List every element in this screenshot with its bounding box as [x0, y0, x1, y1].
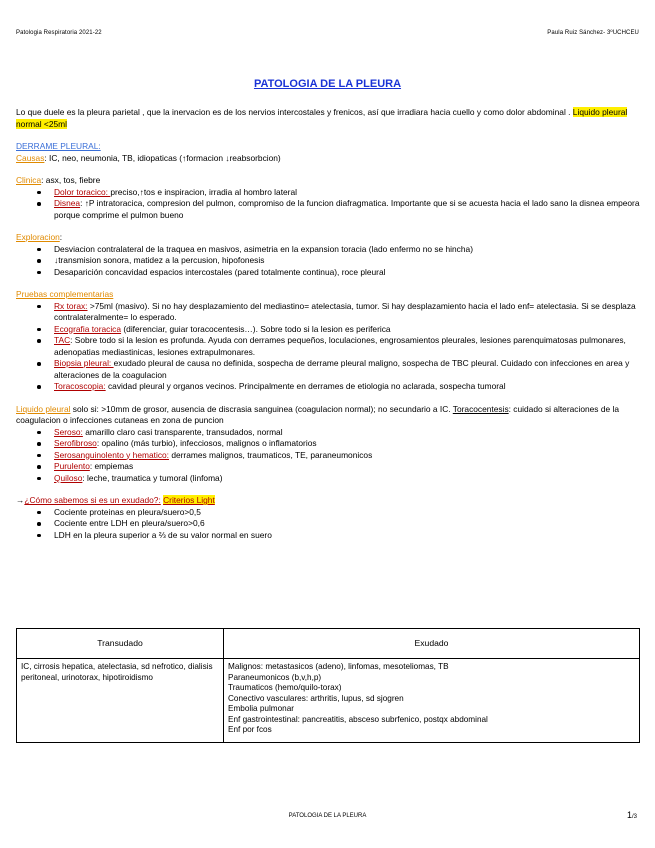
- derrame-heading: DERRAME PLEURAL:: [16, 141, 101, 151]
- causas-line: [16, 153, 642, 165]
- clinica-list: [16, 187, 642, 222]
- list-item: Cociente entre LDH en pleura/suero>0,6: [16, 518, 642, 530]
- pruebas-heading: Pruebas complementarias: [16, 289, 114, 299]
- prueba-term: Rx torax:: [54, 300, 88, 311]
- list-item: Desaparición concavidad espacios intercostales (pared totalmente continua), roce pleural: [16, 267, 642, 279]
- exudado-line: Conectivo vasculares: arthritis, lupus, sd sjogren: [228, 693, 404, 703]
- liquido-text-2: : cuidado si alteraciones de la coagulacion o infecciones cutaneas en zona de puncion: [16, 403, 619, 425]
- exploracion-colon: :: [59, 232, 63, 242]
- list-item: LDH en la pleura superior a ⅔ de su valor normal en suero: [16, 530, 642, 542]
- exudado-line: Traumaticos (hemo/quilo-torax): [228, 683, 342, 692]
- clinica-desc: : ↑P intratoracica, compresion del pulmon, compromiso de la funcion diafragmatica. Importante que si se acuesta hacia el lado sano la disnea empeora porque comprime el pulmon bueno: [54, 198, 640, 220]
- list-item: [16, 301, 642, 324]
- header-author: Paula Ruiz Sánchez- 3ºUCHCEU: [547, 30, 639, 36]
- cell-exudado: [224, 659, 640, 743]
- page-number: [627, 810, 637, 820]
- intro-highlight: Liquido pleural normal <25ml: [16, 107, 628, 129]
- list-item: [16, 473, 642, 485]
- exploracion-list: [16, 244, 642, 279]
- prueba-desc: (diferenciar, guiar toracocentesis…). Sobre todo si la lesion es periferica: [121, 323, 391, 334]
- criterios-list: [16, 507, 642, 542]
- footer-title: PATOLOGIA DE LA PLEURA: [288, 813, 367, 819]
- liquido-term: Serofibroso: [54, 438, 97, 448]
- clinica-term: Disnea: [54, 198, 81, 208]
- clinica-text: : asx, tos, fiebre: [41, 175, 101, 185]
- exudado-line: Enf por fcos: [228, 725, 272, 734]
- prueba-desc: exudado pleural de causa no definida, sospecha de derrame pleural maligno, sospecha de TBC pleural. Cuidado con infecciones en area y alteraciones de la coagulacion: [54, 358, 630, 380]
- liquido-term: Purulento: [54, 461, 90, 471]
- header-transudado: Transudado: [17, 629, 224, 659]
- table-header-row: [17, 629, 640, 659]
- list-item: [16, 198, 642, 221]
- list-item: ↓transmision sonora, matidez a la percusion, hipofonesis: [16, 255, 642, 267]
- list-item: [16, 450, 642, 462]
- table-row: [17, 659, 640, 743]
- liquido-desc: : opalino (más turbio), infecciosos, malignos o inflamatorios: [96, 438, 317, 448]
- list-item: [16, 358, 642, 381]
- liquido-term: Quiloso: [54, 472, 83, 483]
- causas-text: : IC, neo, neumonia, TB, idiopaticas (↑formacion ↓reabsorbcion): [44, 152, 281, 163]
- clinica-term: Dolor toracico:: [54, 186, 111, 197]
- liquido-term: Seroso:: [54, 426, 83, 437]
- page-title: PATOLOGIA DE LA PLEURA: [253, 78, 402, 90]
- arrow-icon: →: [16, 495, 25, 505]
- liquido-list: [16, 427, 642, 485]
- list-item: [16, 427, 642, 439]
- clinica-line: [16, 175, 642, 187]
- intro-paragraph: [16, 107, 642, 130]
- clinica-label: Clinica: [16, 175, 42, 185]
- header-course: Patologia Respiratoria 2021-22: [16, 30, 102, 36]
- list-item: [16, 461, 642, 473]
- exudado-question: ¿Cómo sabemos si es un exudado?:: [24, 495, 161, 505]
- exploracion-line: [16, 232, 642, 244]
- list-item: [16, 335, 642, 358]
- page-total: /3: [631, 814, 637, 820]
- clinica-desc: preciso,↑tos e inspiracion, irradia al hombro lateral: [110, 186, 297, 197]
- prueba-term: TAC: [54, 335, 71, 345]
- exudado-line: Paraneumonicos (b,v,h,p): [228, 672, 322, 682]
- prueba-desc: >75ml (masivo). Si no hay desplazamiento del mediastino= atelectasia, tumor. Si hay desplazamiento hacia el lado enf= atelectasia. Si se desplaza contralateralmente= lo esperado.: [54, 300, 636, 322]
- prueba-term: Biopsia pleural:: [54, 358, 114, 368]
- liquido-desc: : empiemas: [89, 461, 134, 471]
- liquido-desc: : leche, traumatica y tumoral (linfoma): [82, 472, 223, 483]
- exploracion-label: Exploracion: [16, 232, 60, 242]
- page-current: 1: [626, 810, 632, 820]
- liquido-desc: amarillo claro casi transparente, transudados, normal: [82, 426, 283, 437]
- liquido-text: solo si: >10mm de grosor, ausencia de discrasia sanguinea (coagulacion normal); no secundario a IC.: [70, 403, 453, 414]
- pruebas-list: [16, 301, 642, 393]
- list-item: Desviacion contralateral de la traquea en masivos, asimetria en la expansion toracia (lado enfermo no se hincha): [16, 244, 642, 256]
- list-item: [16, 438, 642, 450]
- exudado-line: Enf gastrointestinal: pancreatitis, absceso subrfenico, postqx abdominal: [228, 714, 488, 724]
- liquido-term: Serosanguinolento y hematico:: [54, 449, 169, 460]
- list-item: [16, 324, 642, 336]
- list-item: [16, 381, 642, 393]
- liquido-desc: derrames malignos, traumaticos, TE, paraneumonicos: [169, 449, 373, 460]
- prueba-desc: : Sobre todo si la lesion es profunda. Ayuda con derrames pequeños, loculaciones, engrosamientos pleurales, lesiones parenquimatosas pulmonares, adenopatias mediastinicas, lesiones extrapulmonares.: [54, 335, 626, 357]
- toracocentesis-term: Toracocentesis: [452, 403, 509, 414]
- prueba-term: Toracoscopia:: [54, 381, 106, 391]
- comparison-table: [16, 628, 640, 743]
- liquido-paragraph: [16, 404, 642, 427]
- exudado-line: Malignos: metastasicos (adeno), linfomas, mesoteliomas, TB: [228, 662, 449, 671]
- prueba-desc: cavidad pleural y organos vecinos. Principalmente en derrames de etiologia no aclarada, sospecha tumoral: [105, 381, 506, 391]
- prueba-term: Ecografia toracica: [54, 323, 122, 334]
- causas-label: Causas: [16, 152, 45, 163]
- exudado-question-line: [16, 495, 642, 507]
- liquido-label: Liquido pleural: [16, 403, 71, 414]
- header-exudado: Exudado: [224, 629, 640, 659]
- cell-transudado: IC, cirrosis hepatica, atelectasia, sd nefrotico, dialisis peritoneal, urinotorax, hipotiroidismo: [17, 659, 224, 743]
- document-body: [16, 107, 642, 541]
- exudado-line: Embolia pulmonar: [228, 704, 294, 713]
- list-item: Cociente proteinas en pleura/suero>0,5: [16, 507, 642, 519]
- criterios-light: Criterios Light: [163, 495, 215, 505]
- list-item: [16, 187, 642, 199]
- intro-text: Lo que duele es la pleura parietal , que la inervacion es de los nervios intercostales y frenicos, así que irradiara hacia cuello y como dolor abdominal .: [16, 107, 573, 117]
